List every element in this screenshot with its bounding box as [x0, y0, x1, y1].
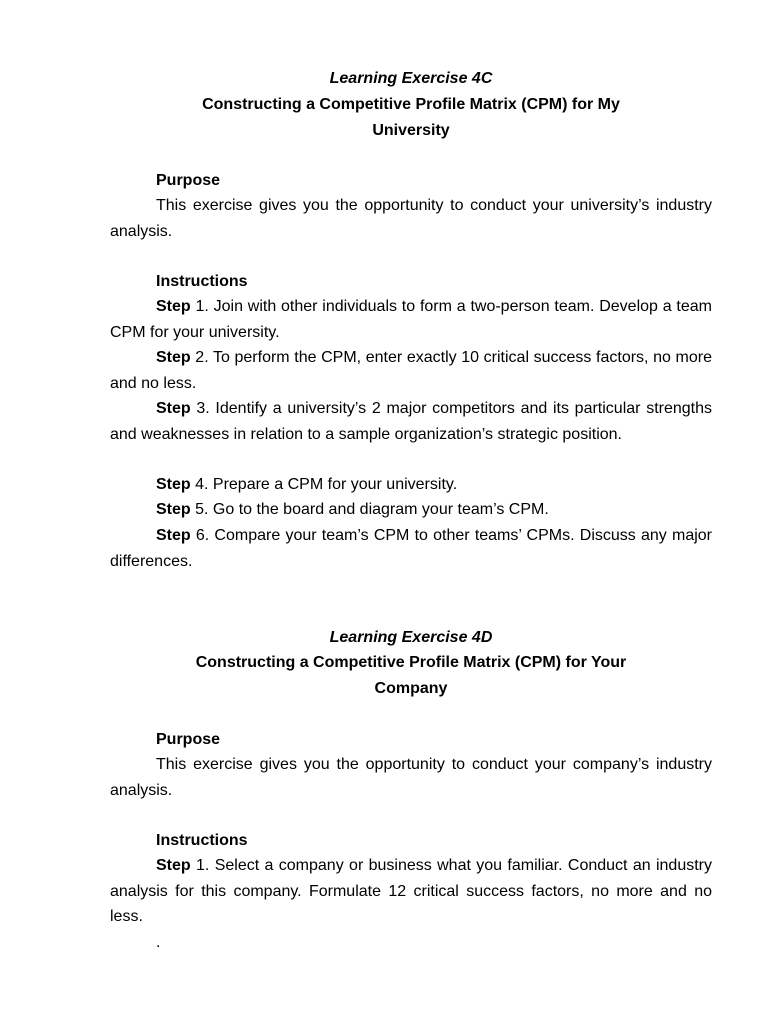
step-label: Step — [156, 857, 191, 874]
step-label: Step — [156, 527, 191, 544]
exercise-4d-step-1 — [110, 853, 712, 930]
trailing-period: . — [156, 934, 161, 951]
step-text: 2. To perform the CPM, enter exactly 10 critical success factors, no more and no less. — [110, 349, 712, 392]
exercise-4c-purpose-text: This exercise gives you the opportunity to conduct your university’s industry analysis. — [110, 197, 712, 240]
exercise-4c-subtitle-line2: University — [372, 121, 450, 139]
step-text: 3. Identify a university’s 2 major competitors and its particular strengths and weaknesses in relation to a sample organization’s strategic position. — [110, 400, 712, 443]
exercise-4c-step-6 — [110, 523, 712, 574]
exercise-4d-subtitle — [110, 650, 712, 701]
exercise-4c-step-4 — [110, 472, 712, 498]
exercise-4d-instructions-heading: Instructions — [156, 832, 248, 849]
step-text: 6. Compare your team’s CPM to other teams’ CPMs. Discuss any major differences. — [110, 527, 712, 570]
step-label: Step — [156, 400, 191, 417]
step-label: Step — [156, 349, 191, 366]
exercise-4c-purpose-heading: Purpose — [156, 172, 221, 189]
exercise-4c-instructions-heading: Instructions — [156, 273, 248, 290]
step-label: Step — [156, 298, 191, 315]
exercise-4d-purpose-heading: Purpose — [156, 731, 221, 748]
exercise-4d-title: Learning Exercise 4D — [329, 629, 493, 646]
step-text: 1. Select a company or business what you familiar. Conduct an industry analysis for this company. Formulate 12 critical success factors, no more and no less. — [110, 857, 712, 925]
exercise-4c-step-5 — [110, 497, 712, 523]
exercise-4d-subtitle-line2: Company — [374, 679, 448, 697]
exercise-4c-title: Learning Exercise 4C — [329, 70, 493, 87]
exercise-4c-step-1 — [110, 294, 712, 345]
exercise-4d-subtitle-line1: Constructing a Competitive Profile Matrix (CPM) for Your — [195, 654, 627, 671]
step-label: Step — [156, 501, 191, 518]
exercise-4c-subtitle-line1: Constructing a Competitive Profile Matrix (CPM) for My — [202, 96, 620, 113]
exercise-4c-step-3 — [110, 396, 712, 447]
step-text: 4. Prepare a CPM for your university. — [190, 476, 458, 493]
step-text: 1. Join with other individuals to form a two-person team. Develop a team CPM for your university. — [110, 298, 712, 341]
exercise-4c-subtitle — [110, 92, 712, 143]
step-text: 5. Go to the board and diagram your team’s CPM. — [190, 501, 549, 518]
exercise-4d-purpose-text: This exercise gives you the opportunity to conduct your company’s industry analysis. — [110, 756, 712, 799]
exercise-4c-step-2 — [110, 345, 712, 396]
step-label: Step — [156, 476, 191, 493]
